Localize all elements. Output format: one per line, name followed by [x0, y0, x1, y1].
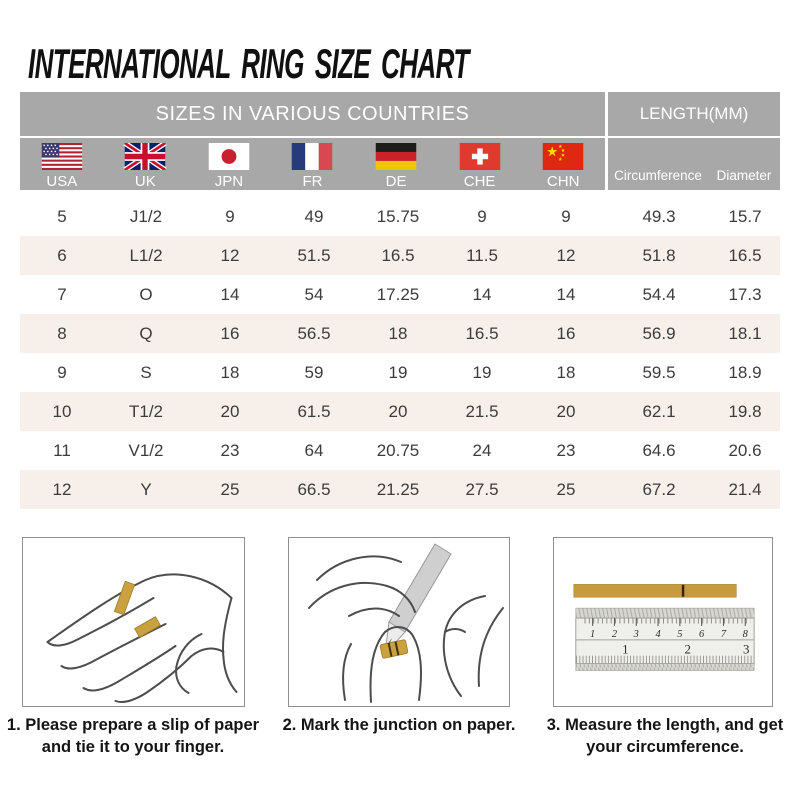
table-cell: 15.75: [376, 206, 420, 226]
svg-text:5: 5: [677, 628, 683, 640]
table-cell: 24: [472, 440, 492, 460]
ruler-measurement-illustration: [554, 538, 772, 706]
table-cell: 20: [556, 401, 576, 421]
column-header-uk: [104, 138, 188, 190]
mark-junction-illustration: [289, 538, 509, 706]
table-row: [20, 275, 780, 314]
table-cell: O: [139, 284, 153, 304]
group-header-length-label: LENGTH(MM): [639, 104, 749, 123]
instruction-step-3-box: [553, 537, 773, 707]
table-cell: 67.2: [642, 479, 676, 499]
column-header-label: USA: [46, 173, 78, 190]
table-cell: 19.8: [728, 401, 762, 421]
table-cell: 61.5: [297, 401, 331, 421]
table-cell: 19: [388, 362, 408, 382]
table-cell: 16: [220, 323, 240, 343]
column-header-label: CHN: [546, 173, 580, 190]
table-cell: 21.4: [728, 479, 762, 499]
column-header-jpn: [187, 138, 271, 190]
table-cell: 14: [556, 284, 576, 304]
column-header-diameter: Diameter: [716, 168, 772, 183]
group-header-sizes-label: SIZES IN VARIOUS COUNTRIES: [155, 102, 470, 125]
column-header-label: JPN: [214, 173, 244, 190]
table-cell: 12: [220, 245, 240, 265]
svg-text:7: 7: [720, 628, 727, 640]
table-row: [20, 392, 780, 431]
table-cell: 9: [225, 206, 235, 226]
svg-text:1: 1: [590, 628, 596, 640]
table-cell: 11.5: [466, 245, 498, 265]
column-header-label: DE: [385, 173, 407, 190]
svg-text:2: 2: [684, 642, 691, 657]
column-header-label: FR: [302, 173, 323, 190]
table-cell: 23: [556, 440, 576, 460]
table-cell: 18: [556, 362, 576, 382]
table-cell: 21.5: [465, 401, 499, 421]
page-title: INTERNATIONAL RING SIZE CHART: [28, 40, 469, 87]
table-row: [20, 197, 780, 236]
svg-text:6: 6: [699, 628, 705, 640]
table-row: [20, 353, 780, 392]
column-header-de: [354, 138, 438, 190]
table-cell: 20: [388, 401, 408, 421]
table-cell: Y: [140, 479, 152, 499]
table-cell: 25: [220, 479, 240, 499]
svg-text:1: 1: [622, 642, 629, 657]
instruction-step-3-caption: 3. Measure the length, and get your circumference.: [546, 716, 784, 756]
table-cell: 23: [220, 440, 240, 460]
table-cell: S: [140, 362, 152, 382]
table-cell: 16.5: [381, 245, 415, 265]
table-cell: 11: [53, 440, 71, 460]
table-cell: 56.5: [297, 323, 331, 343]
group-header-length: [608, 92, 780, 136]
table-cell: 25: [556, 479, 576, 499]
table-cell: 18.9: [728, 362, 762, 382]
column-header-label: UK: [134, 173, 156, 190]
svg-text:3: 3: [743, 642, 750, 657]
table-cell: J1/2: [129, 206, 163, 226]
table-cell: 51.8: [642, 245, 676, 265]
table-row: [20, 470, 780, 509]
table-cell: 54: [304, 284, 324, 304]
table-cell: 17.3: [728, 284, 762, 304]
table-cell: 16: [556, 323, 576, 343]
table-cell: 56.9: [642, 323, 676, 343]
table-cell: V1/2: [128, 440, 164, 460]
table-cell: 49.3: [642, 206, 676, 226]
table-cell: 19: [472, 362, 492, 382]
table-cell: 20.75: [376, 440, 420, 460]
table-cell: 15.7: [728, 206, 762, 226]
table-row: [20, 431, 780, 470]
table-cell: 27.5: [465, 479, 499, 499]
junction-mark: [682, 585, 684, 597]
table-cell: 16.5: [728, 245, 762, 265]
table-cell: 18.1: [728, 323, 762, 343]
table-cell: 7: [57, 284, 67, 304]
table-cell: 51.5: [297, 245, 331, 265]
table-cell: 18: [220, 362, 240, 382]
svg-text:4: 4: [655, 628, 661, 640]
table-cell: T1/2: [128, 401, 164, 421]
instruction-step-1-caption: 1. Please prepare a slip of paper and tie it to your finger.: [6, 716, 260, 756]
table-row: [20, 236, 780, 275]
table-cell: 59.5: [642, 362, 676, 382]
table-cell: 20: [220, 401, 240, 421]
instruction-step-2-box: [288, 537, 510, 707]
france-flag-icon: [289, 143, 335, 170]
instruction-step-1-box: [22, 537, 245, 707]
table-cell: 16.5: [465, 323, 499, 343]
table-cell: L1/2: [129, 245, 163, 265]
ring-size-table-header: [20, 92, 780, 190]
svg-text:3: 3: [633, 628, 639, 640]
table-cell: 12: [556, 245, 576, 265]
table-cell: 8: [57, 323, 67, 343]
table-cell: 54.4: [642, 284, 676, 304]
paper-strip: [574, 584, 737, 597]
table-cell: 17.25: [376, 284, 420, 304]
table-cell: 9: [477, 206, 487, 226]
table-cell: 66.5: [297, 479, 331, 499]
column-header-usa: [20, 138, 104, 190]
table-cell: 9: [57, 362, 67, 382]
column-header-label: CHE: [463, 173, 496, 190]
table-cell: 64.6: [642, 440, 676, 460]
switzerland-flag-icon: [457, 143, 503, 170]
table-cell: 14: [220, 284, 240, 304]
table-cell: 49: [304, 206, 324, 226]
table-cell: 59: [304, 362, 324, 382]
svg-text:2: 2: [611, 628, 618, 640]
table-cell: Q: [139, 323, 153, 343]
size-table-body: [20, 197, 780, 509]
table-cell: 20.6: [728, 440, 762, 460]
column-header-chn: [521, 138, 605, 190]
column-header-che: [438, 138, 522, 190]
table-cell: 18: [388, 323, 408, 343]
table-cell: 12: [52, 479, 72, 499]
table-cell: 21.25: [376, 479, 420, 499]
table-cell: 14: [472, 284, 492, 304]
table-cell: 6: [57, 245, 67, 265]
group-header-sizes: [20, 92, 605, 136]
svg-text:8: 8: [742, 628, 748, 640]
uk-flag-icon: [122, 143, 168, 170]
hand-with-paper-slip-illustration: [23, 538, 244, 706]
instruction-step-2-caption: 2. Mark the junction on paper.: [282, 716, 516, 734]
germany-flag-icon: [373, 143, 419, 170]
china-flag-icon: [540, 143, 586, 170]
column-header-fr: [271, 138, 355, 190]
table-cell: 9: [561, 206, 571, 226]
table-cell: 5: [57, 206, 67, 226]
table-cell: 62.1: [642, 401, 676, 421]
table-cell: 64: [304, 440, 324, 460]
usa-flag-icon: [39, 143, 85, 170]
column-header-circumference: Circumference: [614, 168, 702, 183]
table-cell: 10: [52, 401, 72, 421]
japan-flag-icon: [206, 143, 252, 170]
table-row: [20, 314, 780, 353]
